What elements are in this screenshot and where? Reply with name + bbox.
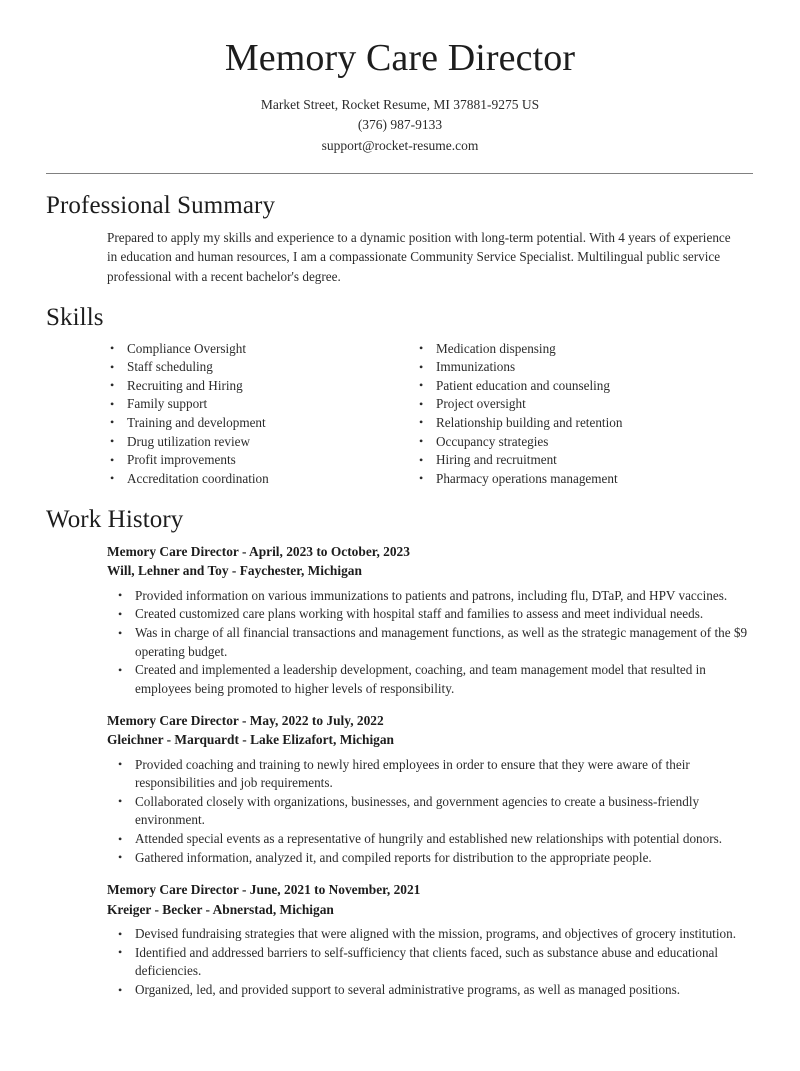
contact-email: support@rocket-resume.com (321, 137, 479, 153)
list-item: • Medication dispensing (416, 340, 754, 358)
header-divider (46, 173, 753, 174)
list-item: • Pharmacy operations management (416, 470, 754, 488)
resume-page (0, 36, 800, 999)
job-company-line: Gleichner - Marquardt - Lake Elizafort, Michigan (107, 732, 395, 748)
section-heading-professional-summary: Professional Summary (46, 192, 276, 220)
job-responsibility-item: • Organized, led, and provided support to several administrative programs, as well as managed positions. (116, 981, 754, 999)
job-responsibility-item: • Created and implemented a leadership development, coaching, and team management model that resulted in employees being promoted to higher levels of responsibility. (116, 661, 754, 698)
skills-column-right (400, 340, 754, 489)
job-responsibility-item: • Attended special events as a representative of hungrily and established new relationships with potential donors. (116, 830, 754, 848)
job-responsibility-item: • Provided coaching and training to newly hired employees in order to ensure that they were aware of their responsibilities and job requirements. (116, 756, 754, 793)
job-responsibility-item: • Identified and addressed barriers to self-sufficiency that clients faced, such as substance abuse and educational deficiencies. (116, 944, 754, 981)
job-company-line: Kreiger - Becker - Abnerstad, Michigan (107, 901, 334, 917)
list-item: • Family support (107, 395, 400, 413)
list-item: • Project oversight (416, 395, 754, 413)
work-history-entry (107, 880, 754, 999)
section-work-history (46, 504, 754, 999)
job-responsibility-list (107, 756, 754, 867)
job-responsibility-list (107, 587, 754, 698)
list-item: • Patient education and counseling (416, 377, 754, 395)
job-responsibility-item: • Created customized care plans working with hospital staff and families to assess and meet individual needs. (116, 605, 754, 623)
job-title-line: Memory Care Director - April, 2023 to October, 2023 (107, 543, 410, 559)
job-responsibility-item: • Collaborated closely with organizations, businesses, and government agencies to create a business-friendly environment. (116, 793, 754, 830)
professional-summary-text: Prepared to apply my skills and experience to a dynamic position with long-term potential. With 4 years of experience in education and human resources, I am a compassionate Community Service Specialist. Multilingual public service professional with a recent bachelor's degree. (107, 229, 731, 284)
list-item: • Drug utilization review (107, 433, 400, 451)
professional-summary-body (46, 228, 754, 287)
job-title-line: Memory Care Director - June, 2021 to November, 2021 (107, 882, 421, 898)
section-skills (46, 302, 754, 488)
candidate-title: Memory Care Director (224, 37, 576, 79)
work-history-entry (107, 542, 754, 698)
list-item: • Hiring and recruitment (416, 451, 754, 469)
contact-address: Market Street, Rocket Resume, MI 37881-9275 US (260, 96, 540, 112)
contact-phone: (376) 987-9133 (357, 117, 443, 133)
job-responsibility-item: • Devised fundraising strategies that were aligned with the mission, programs, and objectives of grocery institution. (116, 925, 754, 943)
section-heading-skills: Skills (46, 304, 104, 332)
resume-header (46, 36, 754, 174)
list-item: • Training and development (107, 414, 400, 432)
list-item: • Accreditation coordination (107, 470, 400, 488)
job-responsibility-item: • Was in charge of all financial transactions and management functions, as well as the strategic management of the $9 operating budget. (116, 624, 754, 661)
list-item: • Relationship building and retention (416, 414, 754, 432)
job-responsibility-item: • Gathered information, analyzed it, and compiled reports for distribution to the appropriate people. (116, 849, 754, 867)
list-item: • Staff scheduling (107, 358, 400, 376)
job-responsibility-item: • Provided information on various immunizations to patients and patrons, including flu, DTaP, and HPV vaccines. (116, 587, 754, 605)
work-history-entry (107, 711, 754, 867)
list-item: • Compliance Oversight (107, 340, 400, 358)
skills-list-right (416, 340, 754, 488)
contact-block (46, 95, 754, 157)
job-company-line: Will, Lehner and Toy - Faychester, Michigan (107, 563, 362, 579)
skills-columns (46, 340, 754, 489)
list-item: • Recruiting and Hiring (107, 377, 400, 395)
section-professional-summary (46, 190, 754, 286)
job-title-line: Memory Care Director - May, 2022 to July, 2022 (107, 712, 384, 728)
work-history-list (46, 542, 754, 1000)
skills-column-left (46, 340, 400, 489)
list-item: • Immunizations (416, 358, 754, 376)
list-item: • Profit improvements (107, 451, 400, 469)
section-heading-work-history: Work History (46, 506, 184, 534)
list-item: • Occupancy strategies (416, 433, 754, 451)
job-responsibility-list (107, 925, 754, 999)
skills-list-left (107, 340, 400, 488)
